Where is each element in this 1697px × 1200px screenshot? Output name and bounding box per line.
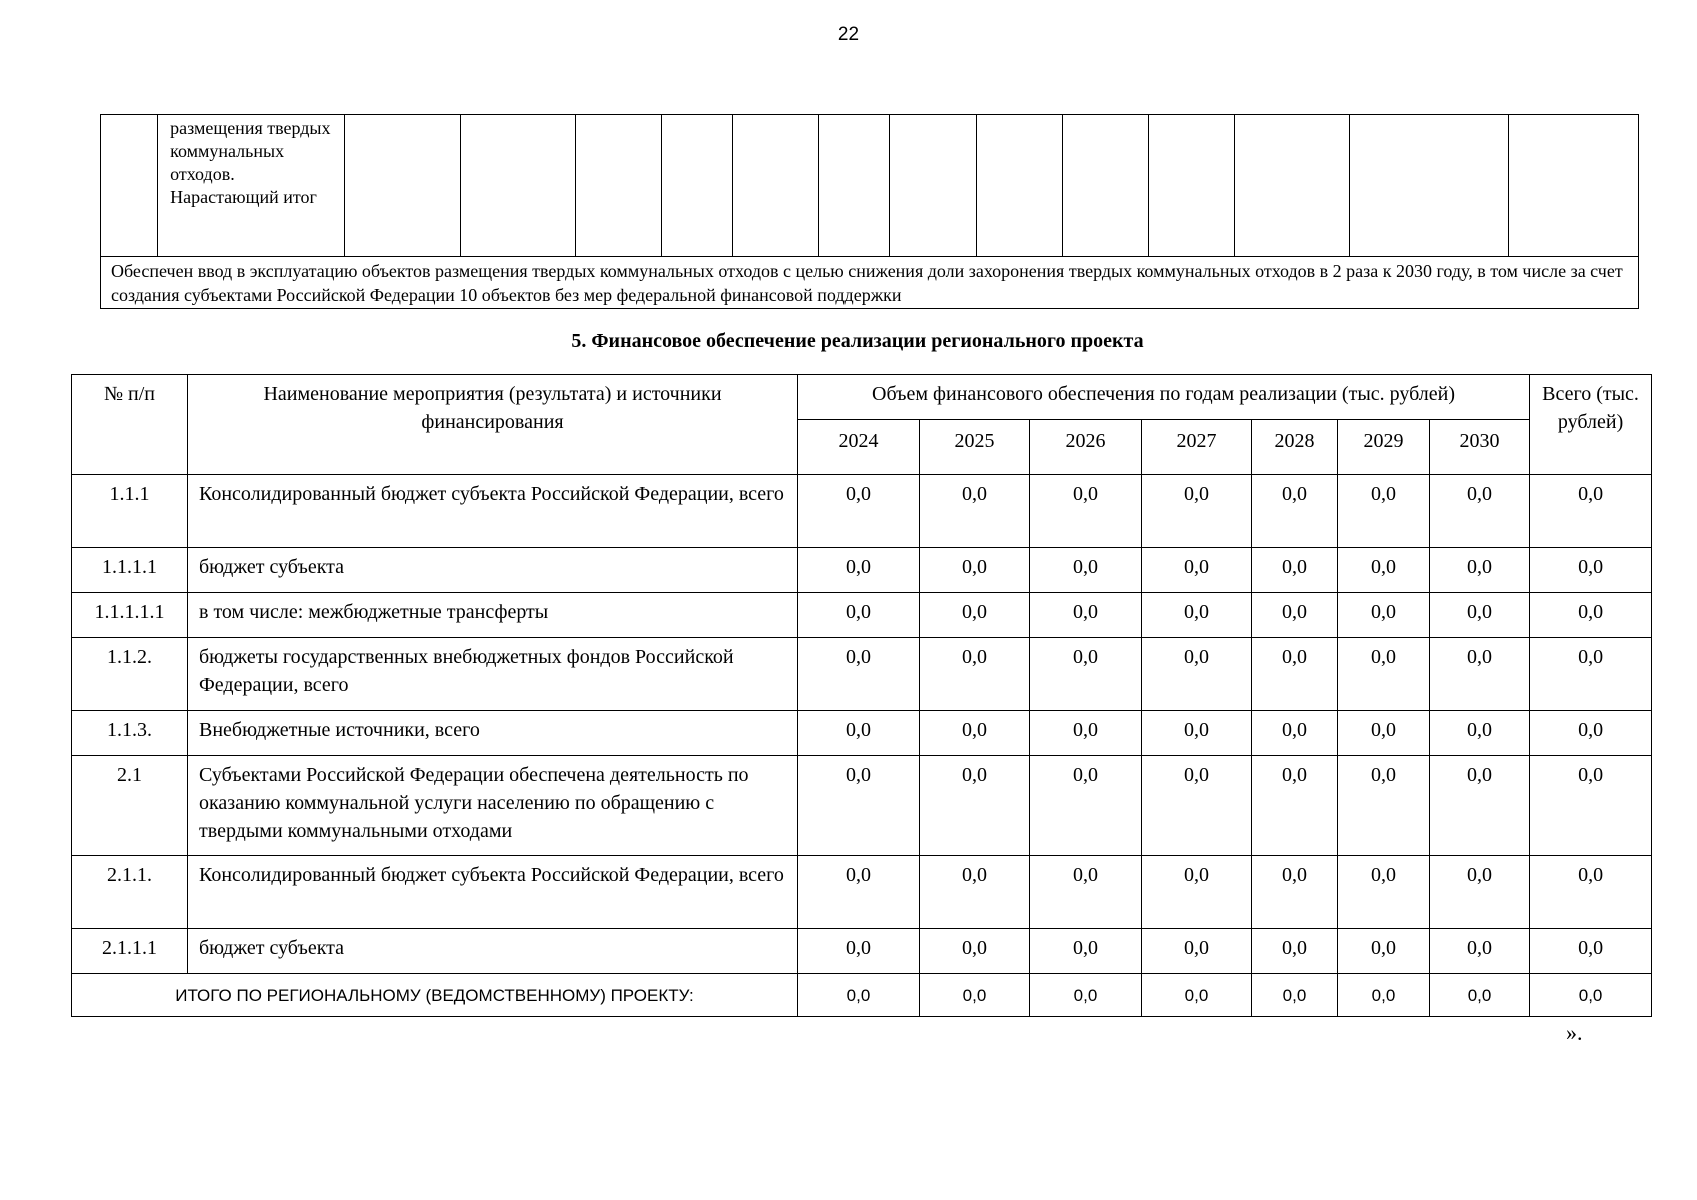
empty-cell [976, 115, 1062, 257]
row-year-value: 0,0 [920, 593, 1030, 638]
row-total-value: 0,0 [1530, 756, 1652, 856]
header-year: 2030 [1430, 420, 1530, 475]
row-number: 2.1.1.1 [72, 929, 188, 974]
row-year-value: 0,0 [1338, 711, 1430, 756]
finance-table [71, 374, 1652, 1017]
page-number: 22 [837, 24, 860, 45]
row-year-value: 0,0 [1430, 711, 1530, 756]
header-num: № п/п [72, 375, 188, 475]
row-name: бюджеты государственных внебюджетных фондов Российской Федерации, всего [188, 638, 798, 711]
header-year: 2028 [1252, 420, 1338, 475]
row-total-value: 0,0 [1530, 856, 1652, 929]
row-year-value: 0,0 [1142, 638, 1252, 711]
row-name: бюджет субъекта [188, 548, 798, 593]
row-year-value: 0,0 [1030, 711, 1142, 756]
row-year-value: 0,0 [1252, 593, 1338, 638]
row-year-value: 0,0 [1142, 475, 1252, 548]
row-year-value: 0,0 [1430, 856, 1530, 929]
row-year-value: 0,0 [920, 711, 1030, 756]
row-total-value: 0,0 [1530, 593, 1652, 638]
row-year-value: 0,0 [798, 856, 920, 929]
row-name: в том числе: межбюджетные трансферты [188, 593, 798, 638]
row-name: Внебюджетные источники, всего [188, 711, 798, 756]
row-year-value: 0,0 [920, 756, 1030, 856]
row-year-value: 0,0 [1430, 638, 1530, 711]
row-year-value: 0,0 [1030, 929, 1142, 974]
total-row-value: 0,0 [798, 974, 920, 1017]
empty-cell [101, 115, 158, 257]
total-row-value: 0,0 [920, 974, 1030, 1017]
table-row [72, 756, 1652, 856]
empty-cell [1148, 115, 1234, 257]
header-year: 2026 [1030, 420, 1142, 475]
table-row [72, 475, 1652, 548]
row-total-value: 0,0 [1530, 711, 1652, 756]
row-number: 1.1.1.1.1 [72, 593, 188, 638]
row-year-value: 0,0 [1338, 548, 1430, 593]
result-note: Обеспечен ввод в эксплуатацию объектов размещения твердых коммунальных отходов с целью снижения доли захоронения твердых коммунальных отходов в 2 раза к 2030 году, в том числе за счет создания субъектами Российской Федерации 10 объектов без мер федеральной финансовой поддержки [101, 257, 1639, 309]
table-row [72, 711, 1652, 756]
top-table-note-row [101, 257, 1639, 309]
row-year-value: 0,0 [1142, 593, 1252, 638]
row-year-value: 0,0 [920, 548, 1030, 593]
row-year-value: 0,0 [1338, 929, 1430, 974]
row-year-value: 0,0 [1338, 475, 1430, 548]
row-year-value: 0,0 [1030, 638, 1142, 711]
row-year-value: 0,0 [1142, 756, 1252, 856]
row-year-value: 0,0 [798, 548, 920, 593]
empty-cell [819, 115, 890, 257]
row-year-value: 0,0 [1252, 756, 1338, 856]
row-year-value: 0,0 [798, 711, 920, 756]
row-year-value: 0,0 [1430, 929, 1530, 974]
total-row-value: 0,0 [1030, 974, 1142, 1017]
header-total: Всего (тыс. рублей) [1530, 375, 1652, 475]
empty-cell [345, 115, 460, 257]
table-row [72, 638, 1652, 711]
header-year: 2025 [920, 420, 1030, 475]
row-total-value: 0,0 [1530, 929, 1652, 974]
header-volume: Объем финансового обеспечения по годам реализации (тыс. рублей) [798, 375, 1530, 420]
row-year-value: 0,0 [920, 929, 1030, 974]
row-year-value: 0,0 [1142, 711, 1252, 756]
row-year-value: 0,0 [1430, 593, 1530, 638]
empty-cell [662, 115, 733, 257]
row-year-value: 0,0 [798, 929, 920, 974]
total-row-value: 0,0 [1430, 974, 1530, 1017]
total-row [72, 974, 1652, 1017]
empty-cell [1235, 115, 1350, 257]
row-year-value: 0,0 [1430, 548, 1530, 593]
row-year-value: 0,0 [1338, 638, 1430, 711]
row-total-value: 0,0 [1530, 638, 1652, 711]
row-year-value: 0,0 [798, 756, 920, 856]
total-row-label: ИТОГО ПО РЕГИОНАЛЬНОМУ (ВЕДОМСТВЕННОМУ) ПРОЕКТУ: [72, 974, 798, 1017]
closing-quote-mark: ». [1566, 1020, 1583, 1045]
row-year-value: 0,0 [1338, 856, 1430, 929]
row-number: 1.1.1.1 [72, 548, 188, 593]
table-row [72, 593, 1652, 638]
row-number: 2.1.1. [72, 856, 188, 929]
row-name: бюджет субъекта [188, 929, 798, 974]
row-year-value: 0,0 [798, 638, 920, 711]
empty-cell [1508, 115, 1638, 257]
row-year-value: 0,0 [1338, 593, 1430, 638]
total-row-grand-total: 0,0 [1530, 974, 1652, 1017]
row-year-value: 0,0 [1030, 548, 1142, 593]
row-year-value: 0,0 [1142, 929, 1252, 974]
total-row-value: 0,0 [1252, 974, 1338, 1017]
total-row-value: 0,0 [1142, 974, 1252, 1017]
row-year-value: 0,0 [920, 856, 1030, 929]
empty-cell [1062, 115, 1148, 257]
row-year-value: 0,0 [1252, 929, 1338, 974]
empty-cell [460, 115, 575, 257]
top-table-row [101, 115, 1639, 257]
row-year-value: 0,0 [1030, 856, 1142, 929]
row-year-value: 0,0 [1252, 638, 1338, 711]
indicator-name-cell: размещения твердых коммунальных отходов. Нарастающий итог [158, 115, 345, 257]
row-year-value: 0,0 [1252, 475, 1338, 548]
section-title: 5. Финансовое обеспечение реализации регионального проекта [571, 330, 1144, 352]
row-year-value: 0,0 [1142, 856, 1252, 929]
row-year-value: 0,0 [1252, 711, 1338, 756]
row-name: Субъектами Российской Федерации обеспечена деятельность по оказанию коммунальной услуги населению по обращению с твердыми коммунальными отходами [188, 756, 798, 856]
row-number: 1.1.1 [72, 475, 188, 548]
empty-cell [575, 115, 661, 257]
row-number: 1.1.3. [72, 711, 188, 756]
total-row-value: 0,0 [1338, 974, 1430, 1017]
row-year-value: 0,0 [1430, 756, 1530, 856]
row-year-value: 0,0 [798, 475, 920, 548]
row-number: 1.1.2. [72, 638, 188, 711]
empty-cell [890, 115, 976, 257]
row-year-value: 0,0 [1252, 856, 1338, 929]
row-number: 2.1 [72, 756, 188, 856]
row-total-value: 0,0 [1530, 475, 1652, 548]
row-name: Консолидированный бюджет субъекта Российской Федерации, всего [188, 475, 798, 548]
row-year-value: 0,0 [1030, 756, 1142, 856]
row-year-value: 0,0 [1252, 548, 1338, 593]
row-year-value: 0,0 [1338, 756, 1430, 856]
top-continuation-table [100, 114, 1639, 309]
row-year-value: 0,0 [1030, 593, 1142, 638]
row-year-value: 0,0 [920, 475, 1030, 548]
table-row [72, 548, 1652, 593]
row-year-value: 0,0 [920, 638, 1030, 711]
row-year-value: 0,0 [798, 593, 920, 638]
header-name: Наименование мероприятия (результата) и источники финансирования [188, 375, 798, 475]
row-name: Консолидированный бюджет субъекта Российской Федерации, всего [188, 856, 798, 929]
row-year-value: 0,0 [1030, 475, 1142, 548]
table-row [72, 929, 1652, 974]
empty-cell [733, 115, 819, 257]
header-year: 2027 [1142, 420, 1252, 475]
header-year: 2024 [798, 420, 920, 475]
row-year-value: 0,0 [1430, 475, 1530, 548]
empty-cell [1350, 115, 1508, 257]
header-year: 2029 [1338, 420, 1430, 475]
row-year-value: 0,0 [1142, 548, 1252, 593]
row-total-value: 0,0 [1530, 548, 1652, 593]
table-row [72, 856, 1652, 929]
